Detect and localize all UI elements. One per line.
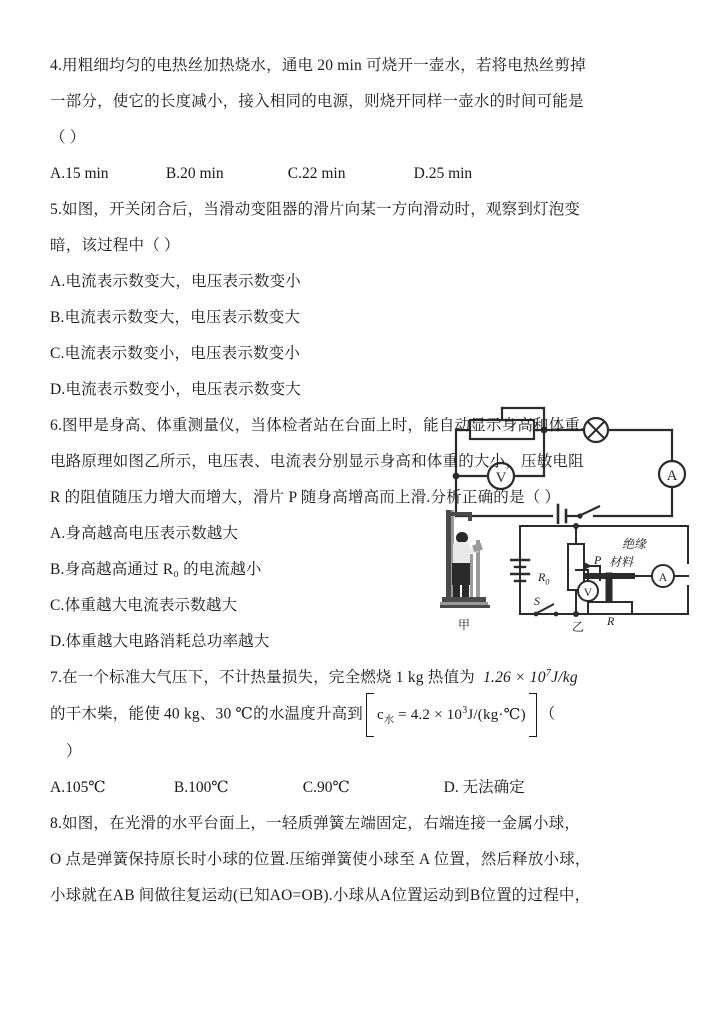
- r-zero-label: $R_0$: [538, 570, 550, 587]
- question-7-stem-line-1: [50, 660, 688, 696]
- question-4: [50, 48, 688, 192]
- question-7-stem-text-2: 的干木柴，能使 40 kg、30 ℃的水温度升高到: [50, 705, 363, 723]
- question-4-option-a[interactable]: A.15 min: [50, 165, 109, 182]
- svg-text:A: A: [666, 468, 678, 484]
- question-6: [50, 408, 688, 660]
- switch-s-label: S: [534, 594, 540, 608]
- figure-jia-label: 甲: [458, 618, 471, 632]
- question-6-stem-line-3: R 的阻值随压力增大而增大，滑片 P 随身高增高而上滑.分析正确的是（ ）: [50, 489, 561, 506]
- question-7-stem-line-3: ）: [66, 743, 82, 760]
- question-7-stem-line-2: [50, 696, 688, 734]
- question-6-option-b[interactable]: B.身高越高通过 R₀ 的电流越小: [50, 561, 262, 578]
- question-6-stem-line-2: 电路原理如图乙所示，电压表、电流表分别显示身高和体重的大小，压敏电阻: [50, 453, 584, 470]
- question-4-stem-line-3: （ ）: [50, 129, 86, 146]
- question-4-option-b[interactable]: B.20 min: [165, 165, 224, 182]
- question-5-option-b[interactable]: B.电流表示数变大，电压表示数变大: [50, 309, 301, 326]
- question-5-option-d[interactable]: D.电流表示数变小，电压表示数变大: [50, 381, 301, 398]
- question-5-option-c[interactable]: C.电流表示数变小，电压表示数变小: [50, 345, 301, 362]
- svg-text:V: V: [583, 585, 593, 599]
- question-6-stem-line-1: 6.图甲是身高、体重测量仪，当体检者站在台面上时，能自动显示身高和体重.: [50, 417, 585, 434]
- question-4-option-c[interactable]: C.22 min: [287, 165, 346, 182]
- question-8-stem-line-2: O 点是弹簧保持原长时小球的位置.压缩弹簧使小球至 A 位置，然后释放小球，: [50, 851, 591, 868]
- insulating-material-label-line1: 绝缘: [622, 537, 647, 551]
- insulating-material-label-line2: 材料: [609, 555, 634, 569]
- question-4-option-d[interactable]: D.25 min: [413, 165, 473, 182]
- svg-text:A: A: [658, 570, 668, 584]
- question-8: [50, 806, 688, 914]
- slider-arrow: [584, 562, 592, 570]
- svg-text:V: V: [495, 470, 507, 486]
- question-4-stem-line-2: 一部分，使它的长度减小，接入相同的电源，则烧开同样一壶水的时间可能是: [50, 93, 584, 110]
- question-7-option-b[interactable]: B.100℃: [173, 779, 229, 796]
- question-7-option-c[interactable]: C.90℃: [302, 779, 350, 796]
- ammeter-symbol: [652, 565, 674, 587]
- question-7: [50, 660, 688, 806]
- question-8-stem-line-1: 8.如图，在光滑的水平台面上，一轻质弹簧左端固定，右端连接一金属小球，: [50, 815, 581, 832]
- voltmeter-symbol: [578, 581, 598, 601]
- figure-yi-panel: [510, 508, 708, 636]
- slider-p-label: P: [594, 553, 602, 567]
- height-weight-meter-figures: [418, 508, 708, 636]
- question-5-stem-line-2: 暗，该过程中（ ）: [50, 237, 180, 254]
- question-7-options: [50, 770, 688, 806]
- question-8-stem-line-3: 小球就在AB 间做往复运动(已知AO=OB).小球从A位置运动到B位置的过程中，: [50, 887, 591, 904]
- figure-yi-label: 乙: [572, 620, 585, 634]
- question-5-option-a[interactable]: A.电流表示数变大，电压表示数变小: [50, 273, 301, 290]
- height-weight-machine-illustration: [432, 510, 494, 614]
- question-7-stem-text-1: 7.在一个标准大气压下，不计热量损失，完全燃烧 1 kg 热值为: [50, 669, 475, 686]
- question-5-stem-line-1: 5.如图，开关闭合后，当滑动变阻器的滑片向某一方向滑动时，观察到灯泡变: [50, 201, 581, 218]
- question-7-paren-open: （: [539, 705, 556, 723]
- heat-value-formula: $1.26 \times 10^7J/kg$: [483, 667, 578, 686]
- question-7-option-d[interactable]: D. 无法确定: [443, 779, 525, 796]
- question-6-option-c[interactable]: C.体重越大电流表示数越大: [50, 597, 238, 614]
- question-6-option-a[interactable]: A.身高越高电压表示数越大: [50, 525, 239, 542]
- figure-jia-panel: [418, 508, 510, 636]
- question-4-stem-line-1: 4.用粗细均匀的电热丝加热烧水，通电 20 min 可烧开一壶水，若将电热丝剪掉: [50, 57, 586, 74]
- specific-heat-formula: $c_水 = 4.2$ × $10^3J/(kg\cdot℃)$: [366, 696, 537, 734]
- question-6-option-d[interactable]: D.体重越大电路消耗总功率越大: [50, 633, 270, 650]
- pressure-resistor-label: R: [607, 614, 615, 628]
- question-4-options: [50, 156, 688, 192]
- question-7-option-a[interactable]: A.105℃: [50, 779, 106, 796]
